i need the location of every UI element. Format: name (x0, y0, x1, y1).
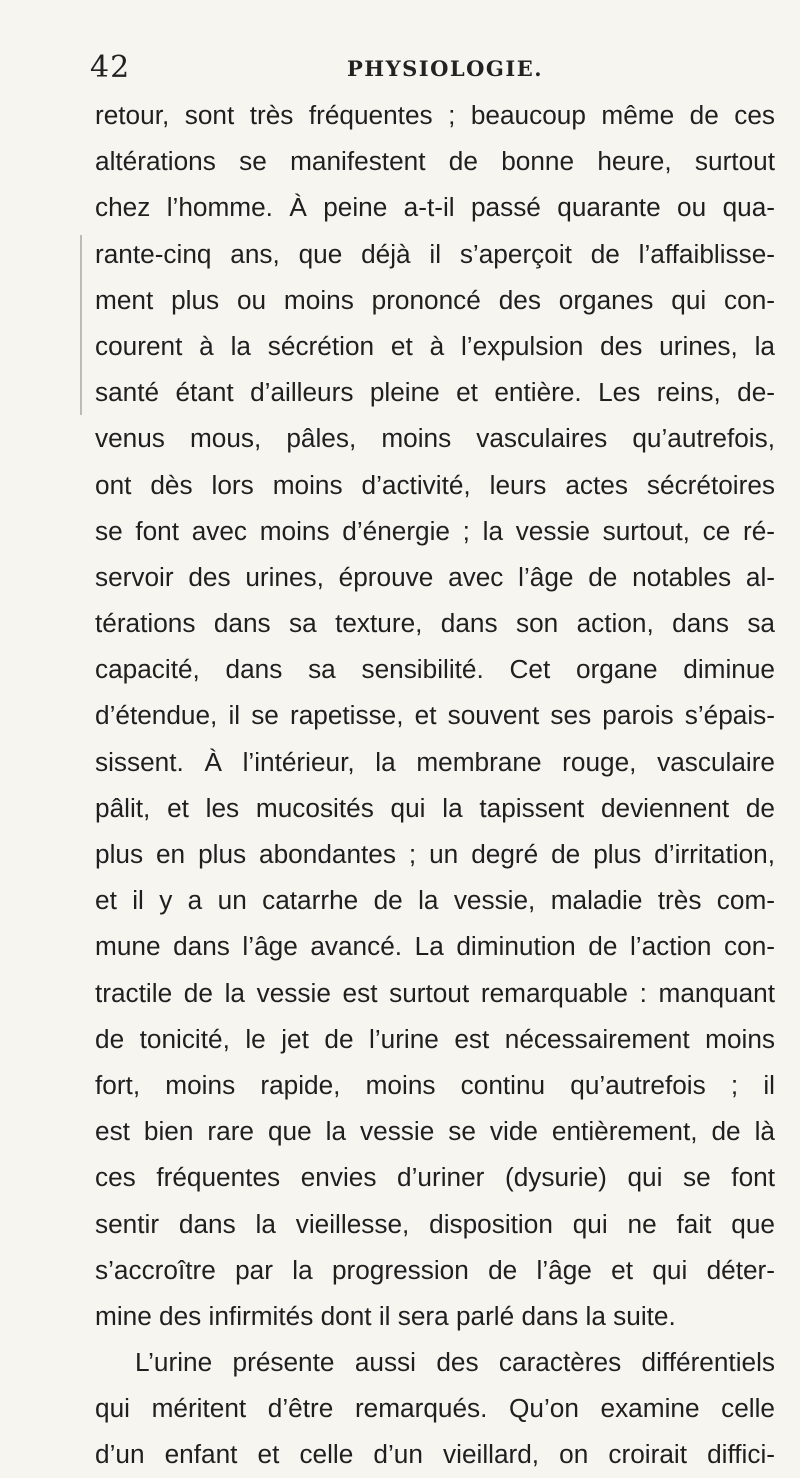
text-line: fort, moins rapide, moins continu qu’autrefois ; il (95, 1069, 775, 1100)
text-line: tractile de la vessie est surtout remarquable : manquant (95, 977, 775, 1008)
page-number: 42 (90, 50, 131, 85)
text-line: retour, sont très fréquentes ; beaucoup même de ces (95, 100, 775, 130)
text-line: venus mous, pâles, moins vasculaires qu’autrefois, (95, 423, 775, 454)
text-line: chez l’homme. À peine a-t-il passé quarante ou qua- (95, 192, 775, 223)
text-line: s’accroître par la progression de l’âge et qui déter- (95, 1254, 775, 1285)
text-line: L’urine présente aussi des caractères différentiels (135, 1347, 775, 1378)
text-line: servoir des urines, éprouve avec l’âge de notables al- (95, 561, 775, 592)
text-line: mine des infirmités dont il sera parlé dans la suite. (95, 1300, 676, 1331)
text-line: altérations se manifestent de bonne heure, surtout (95, 146, 775, 177)
text-line: sentir dans la vieillesse, disposition qui ne fait que (95, 1208, 775, 1239)
text-line: térations dans sa texture, dans son action, dans sa (95, 608, 775, 639)
text-line: d’étendue, il se rapetisse, et souvent ses parois s’épais- (95, 700, 775, 731)
body-text (95, 92, 775, 1478)
text-line: ment plus ou moins prononcé des organes qui con- (95, 284, 775, 315)
text-line: plus en plus abondantes ; un degré de plus d’irritation, (95, 839, 775, 869)
text-line: sissent. À l’intérieur, la membrane rouge, vasculaire (95, 746, 775, 777)
margin-mark (80, 235, 82, 415)
text-line: d’un enfant et celle d’un vieillard, on croirait diffici- (95, 1439, 775, 1470)
text-line: mune dans l’âge avancé. La diminution de l’action con- (95, 931, 775, 962)
text-line: ont dès lors moins d’activité, leurs actes sécrétoires (95, 469, 775, 500)
text-line: santé étant d’ailleurs pleine et entière. Les reins, de- (95, 377, 775, 408)
text-line: ces fréquentes envies d’uriner (dysurie) qui se font (95, 1162, 775, 1193)
text-line: de tonicité, le jet de l’urine est nécessairement moins (95, 1023, 775, 1054)
text-line: pâlit, et les mucosités qui la tapissent deviennent de (95, 792, 775, 823)
page-header (90, 50, 780, 90)
running-title: PHYSIOLOGIE. (346, 56, 544, 81)
text-line: rante-cinq ans, que déjà il s’aperçoit de l’affaiblisse- (95, 238, 775, 269)
paragraph-1 (95, 92, 775, 1339)
text-line: capacité, dans sa sensibilité. Cet organe diminue (95, 654, 775, 685)
text-line: est bien rare que la vessie se vide entièrement, de là (95, 1116, 775, 1147)
text-line: et il y a un catarrhe de la vessie, maladie très com- (95, 885, 775, 916)
text-line: courent à la sécrétion et à l’expulsion des urines, la (95, 330, 775, 361)
text-line: qui méritent d’être remarqués. Qu’on examine celle (95, 1393, 775, 1424)
text-line: se font avec moins d’énergie ; la vessie surtout, ce ré- (95, 515, 775, 546)
paragraph-2 (95, 1339, 775, 1478)
